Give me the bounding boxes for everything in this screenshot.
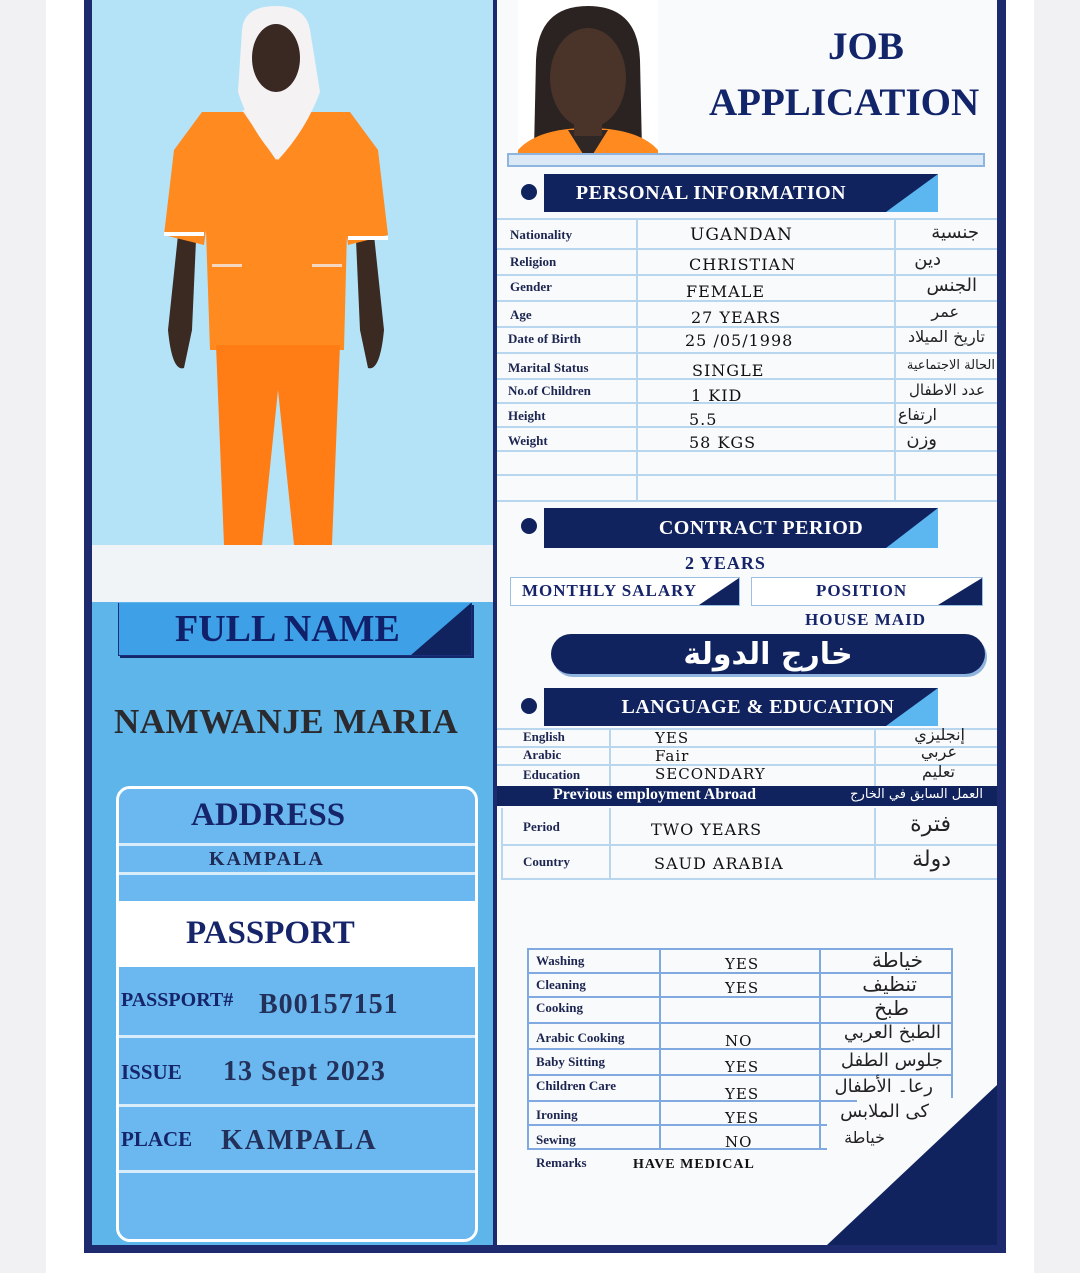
table-arabic: وزن — [906, 429, 937, 450]
skill-arabic: طبخ — [874, 996, 909, 1020]
title-line-1: JOB — [828, 25, 904, 68]
portrait-underline — [507, 153, 985, 167]
abroad-pill — [551, 634, 985, 674]
right-column — [497, 0, 997, 1245]
issue-row — [119, 1038, 475, 1107]
table-arabic: الحالة الاجتماعية — [906, 358, 995, 373]
skill-value: YES — [725, 979, 760, 997]
table-arabic: دين — [914, 249, 941, 270]
bullet-icon — [521, 518, 537, 534]
portrait-photo — [518, 0, 658, 162]
full-body-photo — [92, 0, 493, 602]
skill-arabic: خياطة — [871, 948, 923, 972]
table-label: Country — [523, 854, 570, 869]
skill-value: YES — [725, 1085, 760, 1103]
table-value: TWO YEARS — [651, 820, 763, 839]
banner-corner-icon — [876, 688, 938, 726]
table-value: 5.5 — [689, 410, 718, 429]
banner-corner-icon — [876, 508, 938, 548]
table-arabic: ارتفاع — [897, 405, 937, 424]
skill-label: Cooking — [536, 1000, 583, 1015]
skill-label: Arabic Cooking — [536, 1030, 625, 1045]
table-arabic: عربي — [920, 742, 957, 761]
personal-info-banner — [544, 174, 938, 212]
abroad-arabic-text: خارج الدولة — [683, 636, 853, 672]
table-value: YES — [655, 729, 690, 747]
full-name-value: NAMWANJE MARIA — [114, 702, 459, 741]
passport-number-row — [119, 969, 475, 1038]
photo-floor — [92, 545, 493, 602]
place-value: KAMPALA — [221, 1125, 378, 1156]
table-arabic: تعليم — [922, 762, 955, 781]
language-education-banner — [544, 688, 938, 726]
skill-value: YES — [725, 1058, 760, 1076]
address-passport-card — [116, 786, 478, 1242]
table-value: 25 /05/1998 — [685, 331, 794, 350]
position-box — [751, 577, 983, 606]
table-value: 1 KID — [691, 386, 743, 405]
skill-value: YES — [725, 955, 760, 973]
table-arabic: جنسية — [931, 222, 979, 243]
table-arabic: دولة — [912, 847, 951, 872]
skill-label: Ironing — [536, 1107, 578, 1122]
table-value: CHRISTIAN — [689, 255, 797, 274]
address-value-row — [119, 846, 475, 875]
language-education-title: LANGUAGE & EDUCATION — [621, 695, 895, 718]
previous-employment-title: Previous employment Abroad — [553, 786, 756, 803]
skill-arabic: کی الملابس — [840, 1101, 929, 1122]
table-label: Nationality — [510, 227, 573, 242]
table-label: Date of Birth — [508, 331, 581, 346]
skill-value: NO — [725, 1032, 753, 1050]
issue-value: 13 Sept 2023 — [223, 1056, 386, 1087]
table-value: 58 KGS — [689, 433, 757, 452]
bullet-icon — [521, 184, 537, 200]
table-label: Religion — [510, 254, 557, 269]
skill-label: Baby Sitting — [536, 1054, 605, 1069]
table-arabic: فترة — [910, 812, 951, 837]
contract-period-title: CONTRACT PERIOD — [658, 516, 864, 539]
box-corner-icon — [695, 578, 739, 605]
contract-period-banner — [544, 508, 938, 548]
full-name-banner — [118, 603, 472, 656]
place-label: PLACE — [121, 1127, 193, 1151]
previous-employment-arabic: العمل السابق في الخارج — [850, 787, 983, 802]
table-label: No.of Children — [508, 383, 591, 398]
table-arabic: عمر — [931, 302, 959, 321]
banner-corner-icon — [401, 603, 471, 655]
person-figure-image — [92, 0, 493, 602]
table-label: Period — [523, 819, 560, 834]
skill-label: Children Care — [536, 1078, 617, 1093]
passport-number-value: B00157151 — [259, 989, 399, 1020]
table-value: UGANDAN — [690, 225, 793, 245]
address-blank-row — [119, 875, 475, 904]
skill-label: Sewing — [536, 1132, 576, 1147]
table-arabic: الجنس — [926, 275, 977, 296]
table-value: 27 YEARS — [691, 308, 782, 327]
corner-decoration-icon — [827, 1085, 997, 1245]
language-table — [497, 725, 997, 786]
skill-arabic: تنظيف — [862, 972, 917, 996]
table-label: Arabic — [523, 747, 562, 762]
monthly-salary-box — [510, 577, 740, 606]
skill-label: Washing — [536, 953, 585, 968]
personal-info-table — [497, 218, 997, 502]
table-arabic: عدد الاطفال — [909, 381, 985, 399]
table-label: Marital Status — [508, 360, 589, 375]
card-blank-row — [119, 1173, 475, 1239]
skill-arabic: جلوس الطفل — [840, 1050, 943, 1071]
skill-label: Cleaning — [536, 977, 586, 992]
remarks-label: Remarks — [536, 1155, 587, 1170]
bullet-icon — [521, 698, 537, 714]
passport-number-label: PASSPORT# — [121, 989, 234, 1011]
left-column — [92, 0, 493, 1245]
table-value: Fair — [655, 747, 690, 765]
skill-value: YES — [725, 1109, 760, 1127]
banner-corner-icon — [876, 174, 938, 212]
table-label: Gender — [510, 279, 552, 294]
table-arabic: إنجليزي — [914, 725, 965, 744]
monthly-salary-label: MONTHLY SALARY — [522, 581, 698, 600]
issue-label: ISSUE — [121, 1060, 182, 1084]
passport-header-row — [119, 901, 475, 967]
table-value: SINGLE — [692, 361, 765, 380]
table-label: Education — [523, 767, 581, 782]
position-value: HOUSE MAID — [805, 610, 926, 629]
skill-arabic: رعا۔ الأطفال — [834, 1076, 933, 1097]
table-value: FEMALE — [686, 282, 766, 301]
position-label: POSITION — [816, 581, 908, 600]
title-line-2: APPLICATION — [709, 81, 980, 124]
place-row — [119, 1107, 475, 1173]
personal-info-title: PERSONAL INFORMATION — [575, 181, 847, 204]
previous-employment-bar — [497, 786, 997, 806]
full-name-label: FULL NAME — [175, 608, 400, 650]
table-label: English — [523, 729, 565, 744]
table-label: Age — [510, 307, 532, 322]
remarks-value: HAVE MEDICAL — [633, 1157, 755, 1172]
skill-arabic: خياطة — [844, 1128, 885, 1147]
box-corner-icon — [934, 578, 982, 605]
skill-arabic: الطبخ العربي — [843, 1022, 941, 1043]
previous-employment-table — [501, 808, 997, 880]
address-value: KAMPALA — [209, 848, 325, 870]
table-label: Weight — [508, 433, 548, 448]
passport-label: PASSPORT — [186, 915, 355, 951]
table-label: Height — [508, 408, 546, 423]
address-header-row — [119, 789, 475, 846]
table-arabic: تاريخ الميلاد — [908, 327, 985, 346]
table-value: SECONDARY — [655, 765, 766, 783]
contract-period-value: 2 YEARS — [685, 553, 766, 573]
skill-value: NO — [725, 1133, 753, 1151]
portrait-image — [518, 0, 658, 162]
table-value: SAUD ARABIA — [654, 854, 784, 873]
address-label: ADDRESS — [191, 797, 346, 833]
